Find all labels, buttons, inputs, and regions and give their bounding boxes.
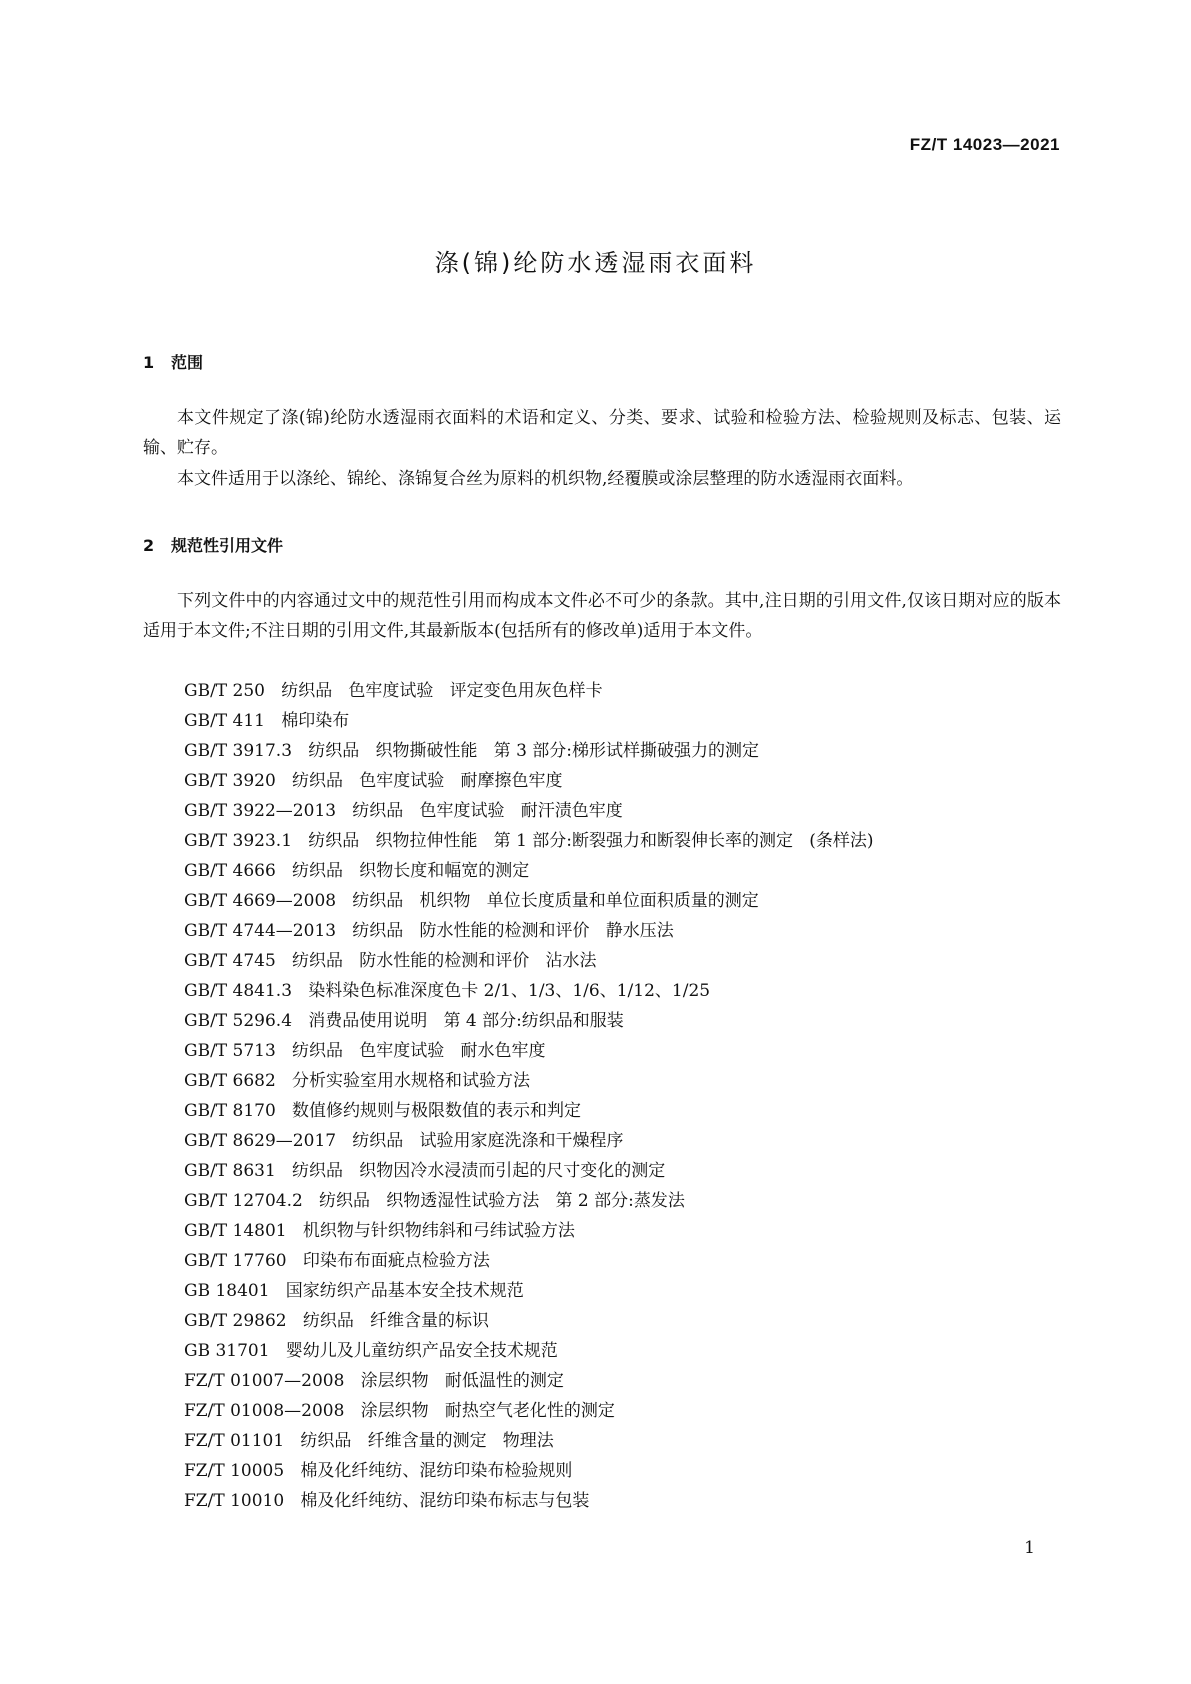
- reference-item: [184, 856, 874, 886]
- reference-text: GB/T 250 纺织品 色牢度试验 评定变色用灰色样卡: [184, 681, 603, 701]
- reference-text: GB/T 4669—2008 纺织品 机织物 单位长度质量和单位面积质量的测定: [184, 891, 759, 911]
- reference-text: GB/T 29862 纺织品 纤维含量的标识: [184, 1311, 490, 1331]
- section-1-heading: [143, 350, 203, 373]
- section-1-title: 范围: [171, 353, 204, 372]
- reference-item: [184, 1066, 874, 1096]
- reference-text: GB/T 3923.1 纺织品 织物拉伸性能 第 1 部分:断裂强力和断裂伸长率的测定 (条样法): [184, 831, 874, 851]
- reference-item: [184, 1036, 874, 1066]
- reference-item: [184, 1126, 874, 1156]
- standard-code: FZ/T 14023—2021: [909, 135, 1060, 154]
- reference-text: GB/T 8629—2017 纺织品 试验用家庭洗涤和干燥程序: [184, 1131, 624, 1151]
- section-2-number: 2: [143, 536, 155, 555]
- reference-text: GB/T 4744—2013 纺织品 防水性能的检测和评价 静水压法: [184, 921, 674, 941]
- section-2-title: 规范性引用文件: [171, 536, 284, 555]
- reference-item: [184, 1246, 874, 1276]
- scope-paragraph-1: 本文件规定了涤(锦)纶防水透湿雨衣面料的术语和定义、分类、要求、试验和检验方法、检验规则及标志、包装、运输、贮存。: [143, 408, 1061, 458]
- reference-text: GB/T 6682 分析实验室用水规格和试验方法: [184, 1071, 531, 1091]
- reference-item: [184, 1006, 874, 1036]
- section-2-heading: [143, 533, 283, 556]
- reference-item: [184, 796, 874, 826]
- reference-item: [184, 1306, 874, 1336]
- reference-item: [184, 1456, 874, 1486]
- reference-item: [184, 736, 874, 766]
- reference-item: [184, 1486, 874, 1516]
- scope-paragraph-2: 本文件适用于以涤纶、锦纶、涤锦复合丝为原料的机织物,经覆膜或涂层整理的防水透湿雨衣面料。: [177, 469, 914, 489]
- reference-item: [184, 1366, 874, 1396]
- reference-item: [184, 946, 874, 976]
- reference-text: FZ/T 10010 棉及化纤纯纺、混纺印染布标志与包装: [184, 1491, 590, 1511]
- reference-text: FZ/T 01101 纺织品 纤维含量的测定 物理法: [184, 1431, 554, 1451]
- document-title: 涤(锦)纶防水透湿雨衣面料: [434, 249, 757, 277]
- reference-text: GB/T 8170 数值修约规则与极限数值的表示和判定: [184, 1101, 582, 1121]
- reference-text: GB/T 411 棉印染布: [184, 711, 350, 731]
- reference-text: GB/T 5296.4 消费品使用说明 第 4 部分:纺织品和服装: [184, 1011, 624, 1031]
- reference-text: FZ/T 01008—2008 涂层织物 耐热空气老化性的测定: [184, 1401, 615, 1421]
- reference-item: [184, 1216, 874, 1246]
- reference-text: GB/T 12704.2 纺织品 织物透湿性试验方法 第 2 部分:蒸发法: [184, 1191, 685, 1211]
- reference-item: [184, 1156, 874, 1186]
- reference-item: [184, 826, 874, 856]
- reference-text: GB 31701 婴幼儿及儿童纺织产品安全技术规范: [184, 1341, 558, 1361]
- reference-item: [184, 1336, 874, 1366]
- reference-item: [184, 1096, 874, 1126]
- reference-item: [184, 1396, 874, 1426]
- reference-text: GB 18401 国家纺织产品基本安全技术规范: [184, 1281, 524, 1301]
- page-number: 1: [1024, 1538, 1035, 1558]
- reference-list: [184, 676, 874, 1516]
- reference-text: GB/T 17760 印染布布面疵点检验方法: [184, 1251, 490, 1271]
- reference-item: [184, 766, 874, 796]
- reference-text: GB/T 4841.3 染料染色标准深度色卡 2/1、1/3、1/6、1/12、1/25: [184, 981, 711, 1001]
- reference-text: GB/T 8631 纺织品 织物因冷水浸渍而引起的尺寸变化的测定: [184, 1161, 666, 1181]
- references-intro: 下列文件中的内容通过文中的规范性引用而构成本文件必不可少的条款。其中,注日期的引用文件,仅该日期对应的版本适用于本文件;不注日期的引用文件,其最新版本(包括所有的修改单)适用于本文件。: [143, 591, 1061, 641]
- reference-item: [184, 706, 874, 736]
- reference-item: [184, 1186, 874, 1216]
- reference-item: [184, 1426, 874, 1456]
- reference-item: [184, 976, 874, 1006]
- reference-item: [184, 676, 874, 706]
- reference-text: GB/T 4745 纺织品 防水性能的检测和评价 沾水法: [184, 951, 597, 971]
- reference-text: GB/T 14801 机织物与针织物纬斜和弓纬试验方法: [184, 1221, 575, 1241]
- reference-text: FZ/T 10005 棉及化纤纯纺、混纺印染布检验规则: [184, 1461, 573, 1481]
- reference-text: FZ/T 01007—2008 涂层织物 耐低温性的测定: [184, 1371, 564, 1391]
- reference-text: GB/T 3922—2013 纺织品 色牢度试验 耐汗渍色牢度: [184, 801, 623, 821]
- reference-text: GB/T 3920 纺织品 色牢度试验 耐摩擦色牢度: [184, 771, 563, 791]
- section-1-number: 1: [143, 353, 155, 372]
- reference-text: GB/T 4666 纺织品 织物长度和幅宽的测定: [184, 861, 530, 881]
- reference-text: GB/T 5713 纺织品 色牢度试验 耐水色牢度: [184, 1041, 546, 1061]
- reference-item: [184, 916, 874, 946]
- reference-item: [184, 886, 874, 916]
- reference-item: [184, 1276, 874, 1306]
- reference-text: GB/T 3917.3 纺织品 织物撕破性能 第 3 部分:梯形试样撕破强力的测定: [184, 741, 760, 761]
